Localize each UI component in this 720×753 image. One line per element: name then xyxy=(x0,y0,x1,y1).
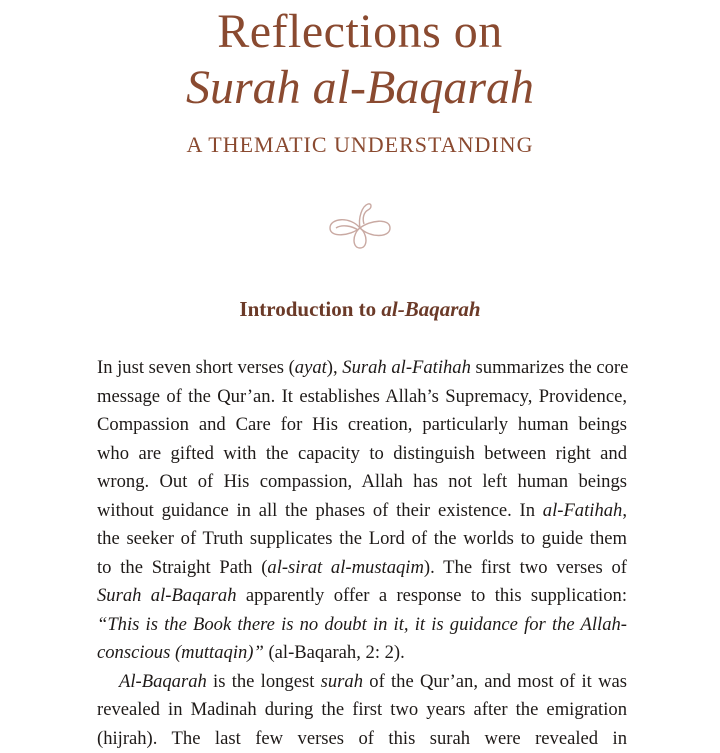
text: to the Straight Path ( xyxy=(97,557,267,578)
body-line xyxy=(97,668,627,697)
book-title-line2: Surah al-Baqarah xyxy=(0,60,720,116)
flourish-ornament-icon xyxy=(322,198,398,254)
italic-text: “This is the Book there is no doubt in it, it is guidance for the Allah- xyxy=(97,614,627,635)
text: (al-Baqarah, 2: 2). xyxy=(264,642,405,663)
text: , xyxy=(622,500,627,521)
body-line xyxy=(97,383,627,412)
section-heading-plain: Introduction to xyxy=(239,297,381,321)
body-line xyxy=(97,696,627,725)
italic-text: Al-Baqarah xyxy=(119,671,207,692)
italic-text: surah xyxy=(321,671,363,692)
text: apparently offer a response to this supplication: xyxy=(237,585,627,606)
body-line xyxy=(97,440,627,469)
italic-text: conscious (muttaqin)” xyxy=(97,642,264,663)
text: who are gifted with the capacity to distinguish between right and xyxy=(97,443,627,464)
text: In just seven short verses ( xyxy=(97,357,295,378)
text: revealed in Madinah during the first two years after the emigration xyxy=(97,699,627,720)
text: of the Qur’an, and most of it was xyxy=(363,671,627,692)
text: Compassion and Care for His creation, particularly human beings xyxy=(97,414,627,435)
body-line xyxy=(97,525,627,554)
italic-text: al-Fatihah xyxy=(543,500,623,521)
text: the seeker of Truth supplicates the Lord of the worlds to guide them xyxy=(97,528,627,549)
book-subtitle: A THEMATIC UNDERSTANDING xyxy=(0,132,720,158)
body-line xyxy=(97,611,627,640)
italic-text: Surah al-Fatihah xyxy=(342,357,471,378)
body-text xyxy=(97,354,627,753)
text: message of the Qur’an. It establishes Allah’s Supremacy, Providence, xyxy=(97,386,627,407)
body-line xyxy=(97,725,627,753)
italic-text: Surah al-Baqarah xyxy=(97,585,237,606)
book-title-line1: Reflections on xyxy=(0,4,720,60)
text: ), xyxy=(327,357,343,378)
body-line xyxy=(97,554,627,583)
body-line xyxy=(97,411,627,440)
text: without guidance in all the phases of their existence. In xyxy=(97,500,543,521)
text: summarizes the core xyxy=(471,357,628,378)
body-line xyxy=(97,354,627,383)
body-line xyxy=(97,582,627,611)
italic-text: ayat xyxy=(295,357,327,378)
section-heading-italic: al-Baqarah xyxy=(381,297,480,321)
text: is the longest xyxy=(207,671,321,692)
body-line xyxy=(97,639,627,668)
section-heading xyxy=(0,297,720,322)
body-line xyxy=(97,497,627,526)
italic-text: al-sirat al-mustaqim xyxy=(267,557,424,578)
body-line xyxy=(97,468,627,497)
text: wrong. Out of His compassion, Allah has not left human beings xyxy=(97,471,627,492)
text: ). The first two verses of xyxy=(424,557,627,578)
text: (hijrah). The last few verses of this surah were revealed in xyxy=(97,728,627,749)
